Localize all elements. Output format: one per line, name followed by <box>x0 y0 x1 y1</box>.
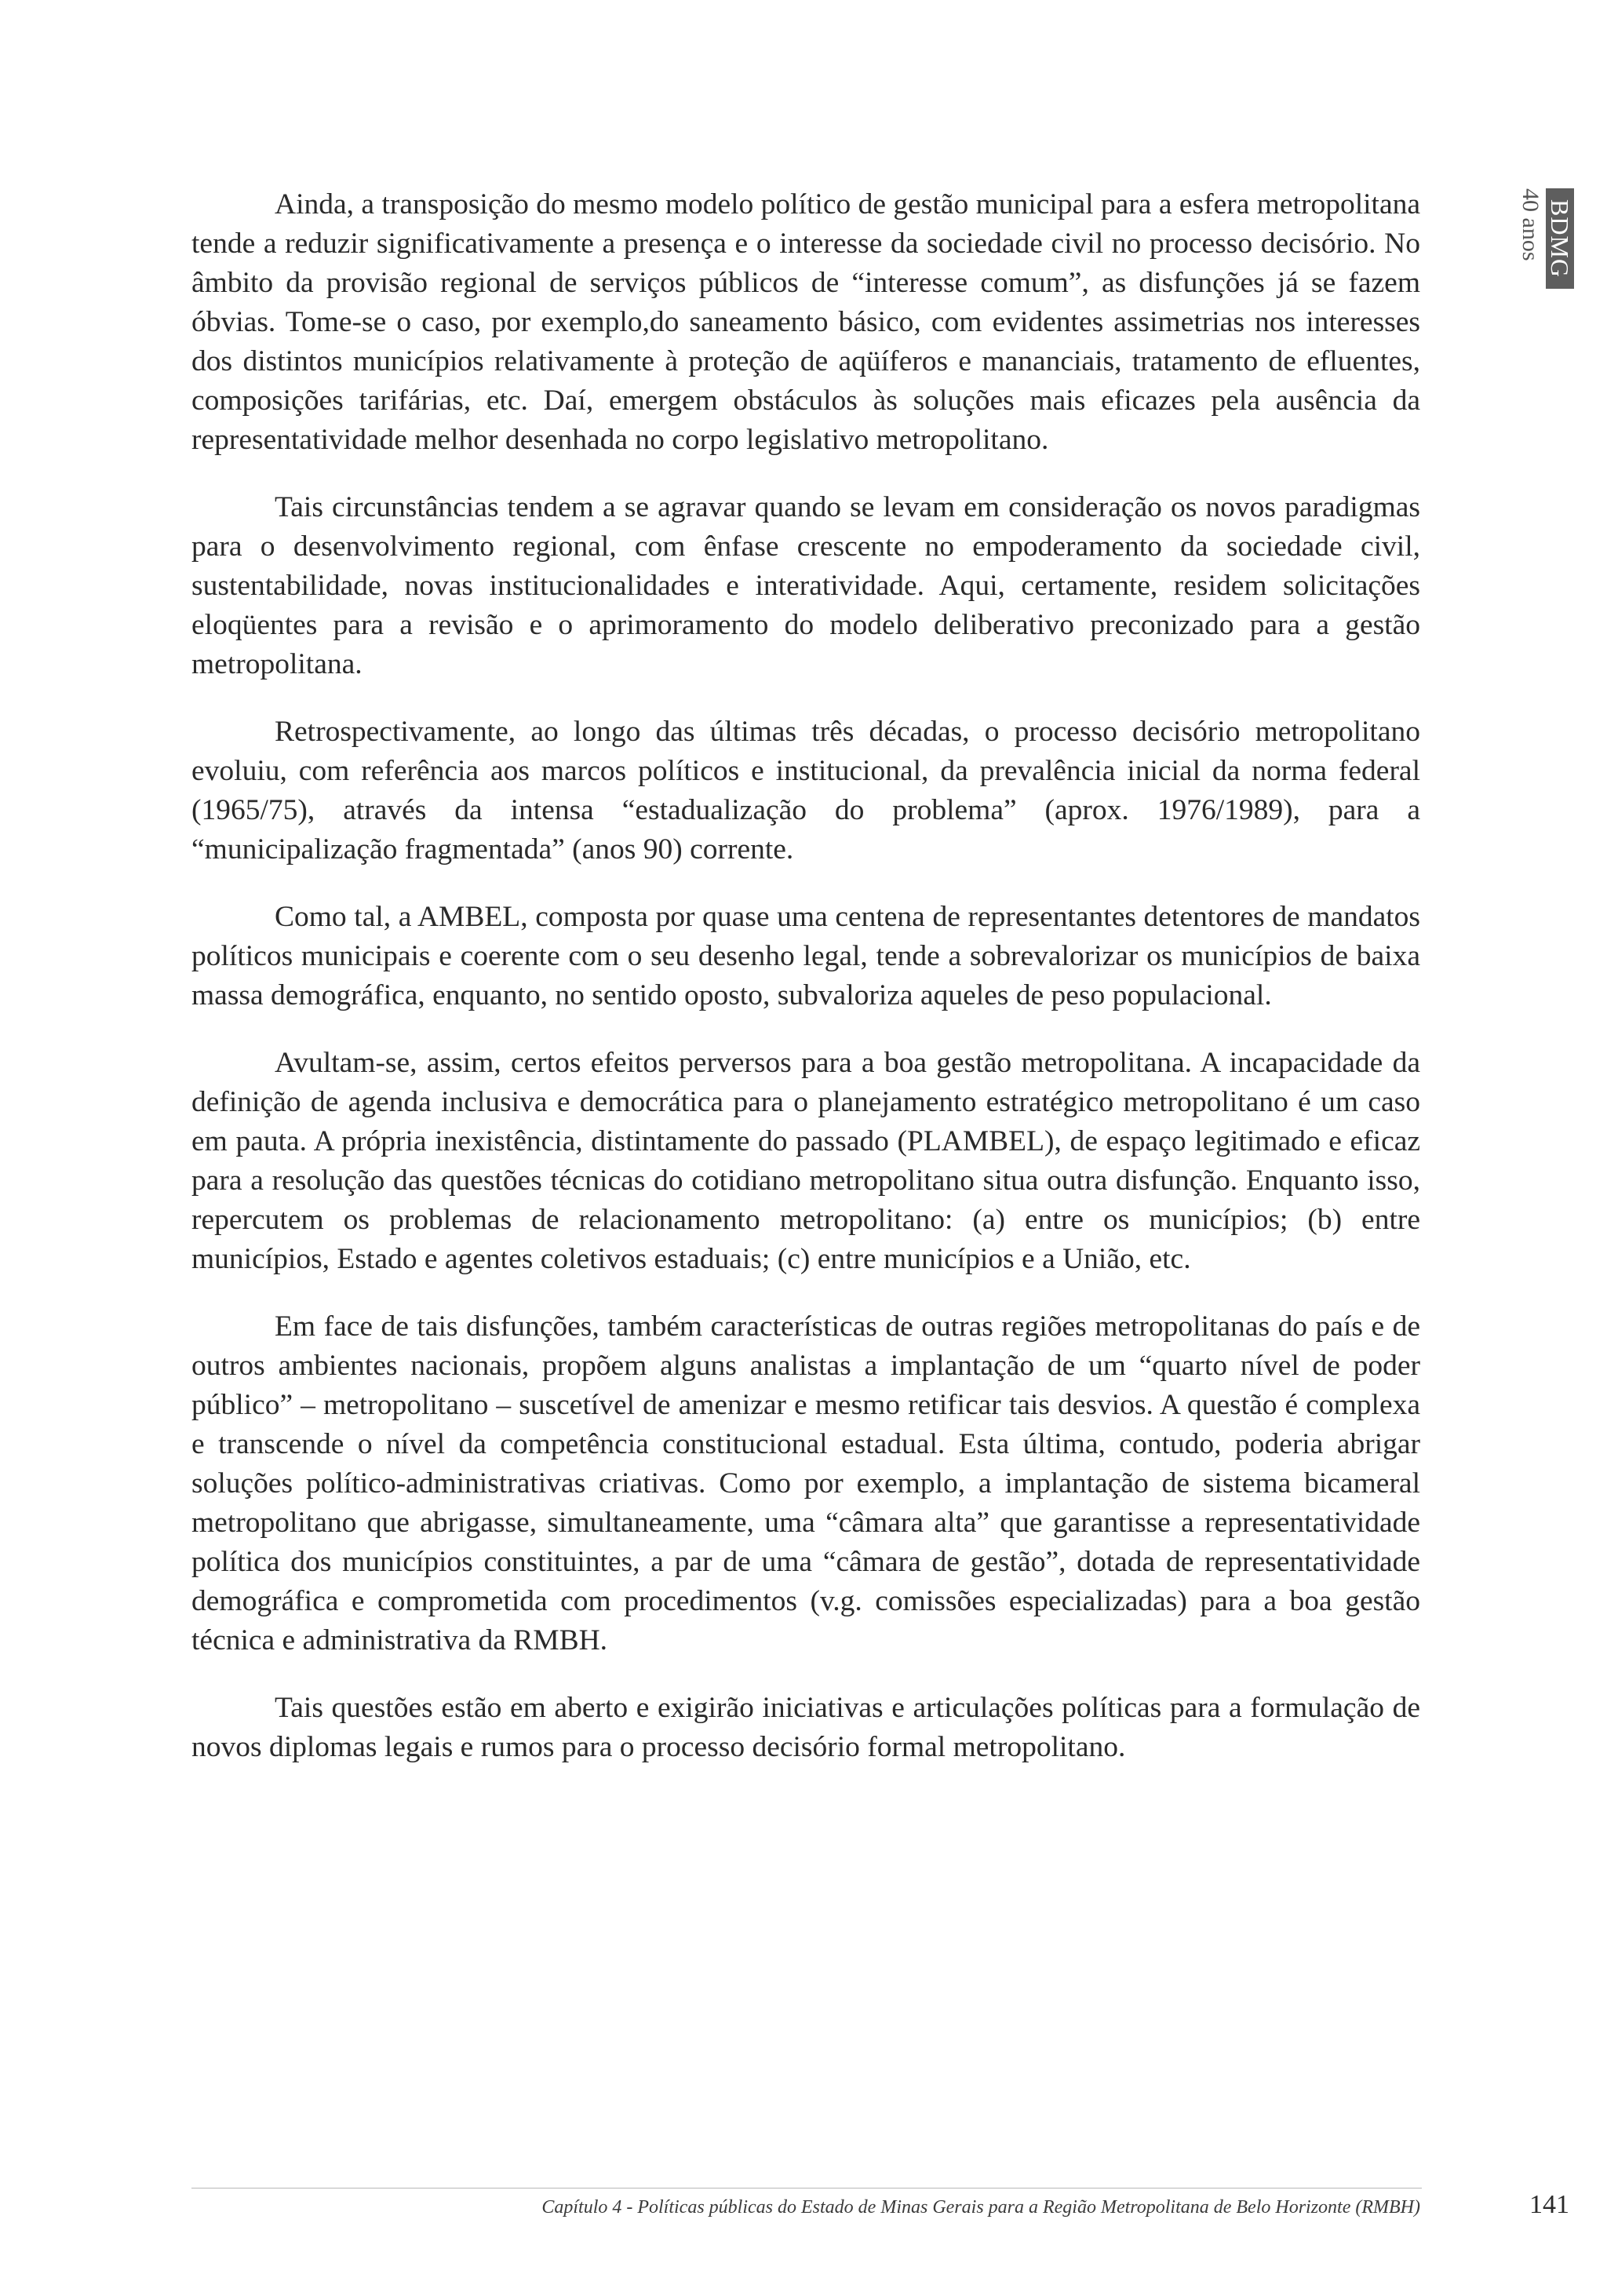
paragraph-1: Ainda, a transposição do mesmo modelo político de gestão municipal para a esfera metropolitana tende a reduzir significativamente a presença e o interesse da sociedade civil no processo decisório. No âmbito da provisão regional de serviços públicos de “interesse comum”, as disfunções já se fazem óbvias. Tome-se o caso, por exemplo,do saneamento básico, com evidentes assimetrias nos interesses dos distintos municípios relativamente à proteção de aqüíferos e mananciais, tratamento de efluentes, composições tarifárias, etc. Daí, emergem obstáculos às soluções mais eficazes pela ausência da representatividade melhor desenhada no corpo legislativo metropolitano. <box>191 188 1420 456</box>
bdmg-logo-badge <box>1513 188 1574 289</box>
footer-chapter-caption: Capítulo 4 - Políticas públicas do Estado de Minas Gerais para a Região Metropolitana de Belo Horizonte (RMBH) <box>541 2197 1420 2218</box>
paragraph-3: Retrospectivamente, ao longo das últimas três décadas, o processo decisório metropolitano evoluiu, com referência aos marcos políticos e institucional, da prevalência inicial da norma federal (1965/75), através da intensa “estadualização do problema” (aprox. 1976/1989), para a “municipalização fragmentada” (anos 90) corrente. <box>191 716 1420 866</box>
paragraph-2: Tais circunstâncias tendem a se agravar quando se levam em consideração os novos paradigmas para o desenvolvimento regional, com ênfase crescente no empoderamento da sociedade civil, sustentabilidade, novas institucionalidades e interatividade. Aqui, certamente, residem solicitações eloqüentes para a revisão e o aprimoramento do modelo deliberativo preconizado para a gestão metropolitana. <box>191 491 1420 680</box>
paragraph-5: Avultam-se, assim, certos efeitos perversos para a boa gestão metropolitana. A incapacidade da definição de agenda inclusiva e democrática para o planejamento estratégico metropolitano é um caso em pauta. A própria inexistência, distintamente do passado (PLAMBEL), de espaço legitimado e eficaz para a resolução das questões técnicas do cotidiano metropolitano situa outra disfunção. Enquanto isso, repercutem os problemas de relacionamento metropolitano: (a) entre os municípios; (b) entre municípios, Estado e agentes coletivos estaduais; (c) entre municípios e a União, etc. <box>191 1047 1420 1275</box>
paragraph-4: Como tal, a AMBEL, composta por quase uma centena de representantes detentores de mandatos políticos municipais e coerente com o seu desenho legal, tende a sobrevalorizar os municípios de baixa massa demográfica, enquanto, no sentido oposto, subvaloriza aqueles de peso populacional. <box>191 901 1420 1011</box>
paragraph-7: Tais questões estão em aberto e exigirão iniciativas e articulações políticas para a formulação de novos diplomas legais e rumos para o processo decisório formal metropolitano. <box>191 1692 1420 1763</box>
body-text <box>191 185 1420 1795</box>
page-number: 141 <box>1529 2190 1569 2219</box>
badge-name: BDMG <box>1546 188 1574 289</box>
paragraph-6: Em face de tais disfunções, também características de outras regiões metropolitanas do país e de outros ambientes nacionais, propõem alguns analistas a implantação de um “quarto nível de poder público” – metropolitano – suscetível de amenizar e mesmo retificar tais desvios. A questão é complexa e transcende o nível da competência constitucional estadual. Esta última, contudo, poderia abrigar soluções político-administrativas criativas. Como por exemplo, a implantação de sistema bicameral metropolitano que abrigasse, simultaneamente, uma “câmara alta” que garantisse a representatividade política dos municípios constituintes, a par de uma “câmara de gestão”, dotada de representatividade demográfica e comprometida com procedimentos (v.g. comissões especializadas) para a boa gestão técnica e administrativa da RMBH. <box>191 1310 1420 1656</box>
badge-subtitle: 40 anos <box>1518 188 1543 261</box>
